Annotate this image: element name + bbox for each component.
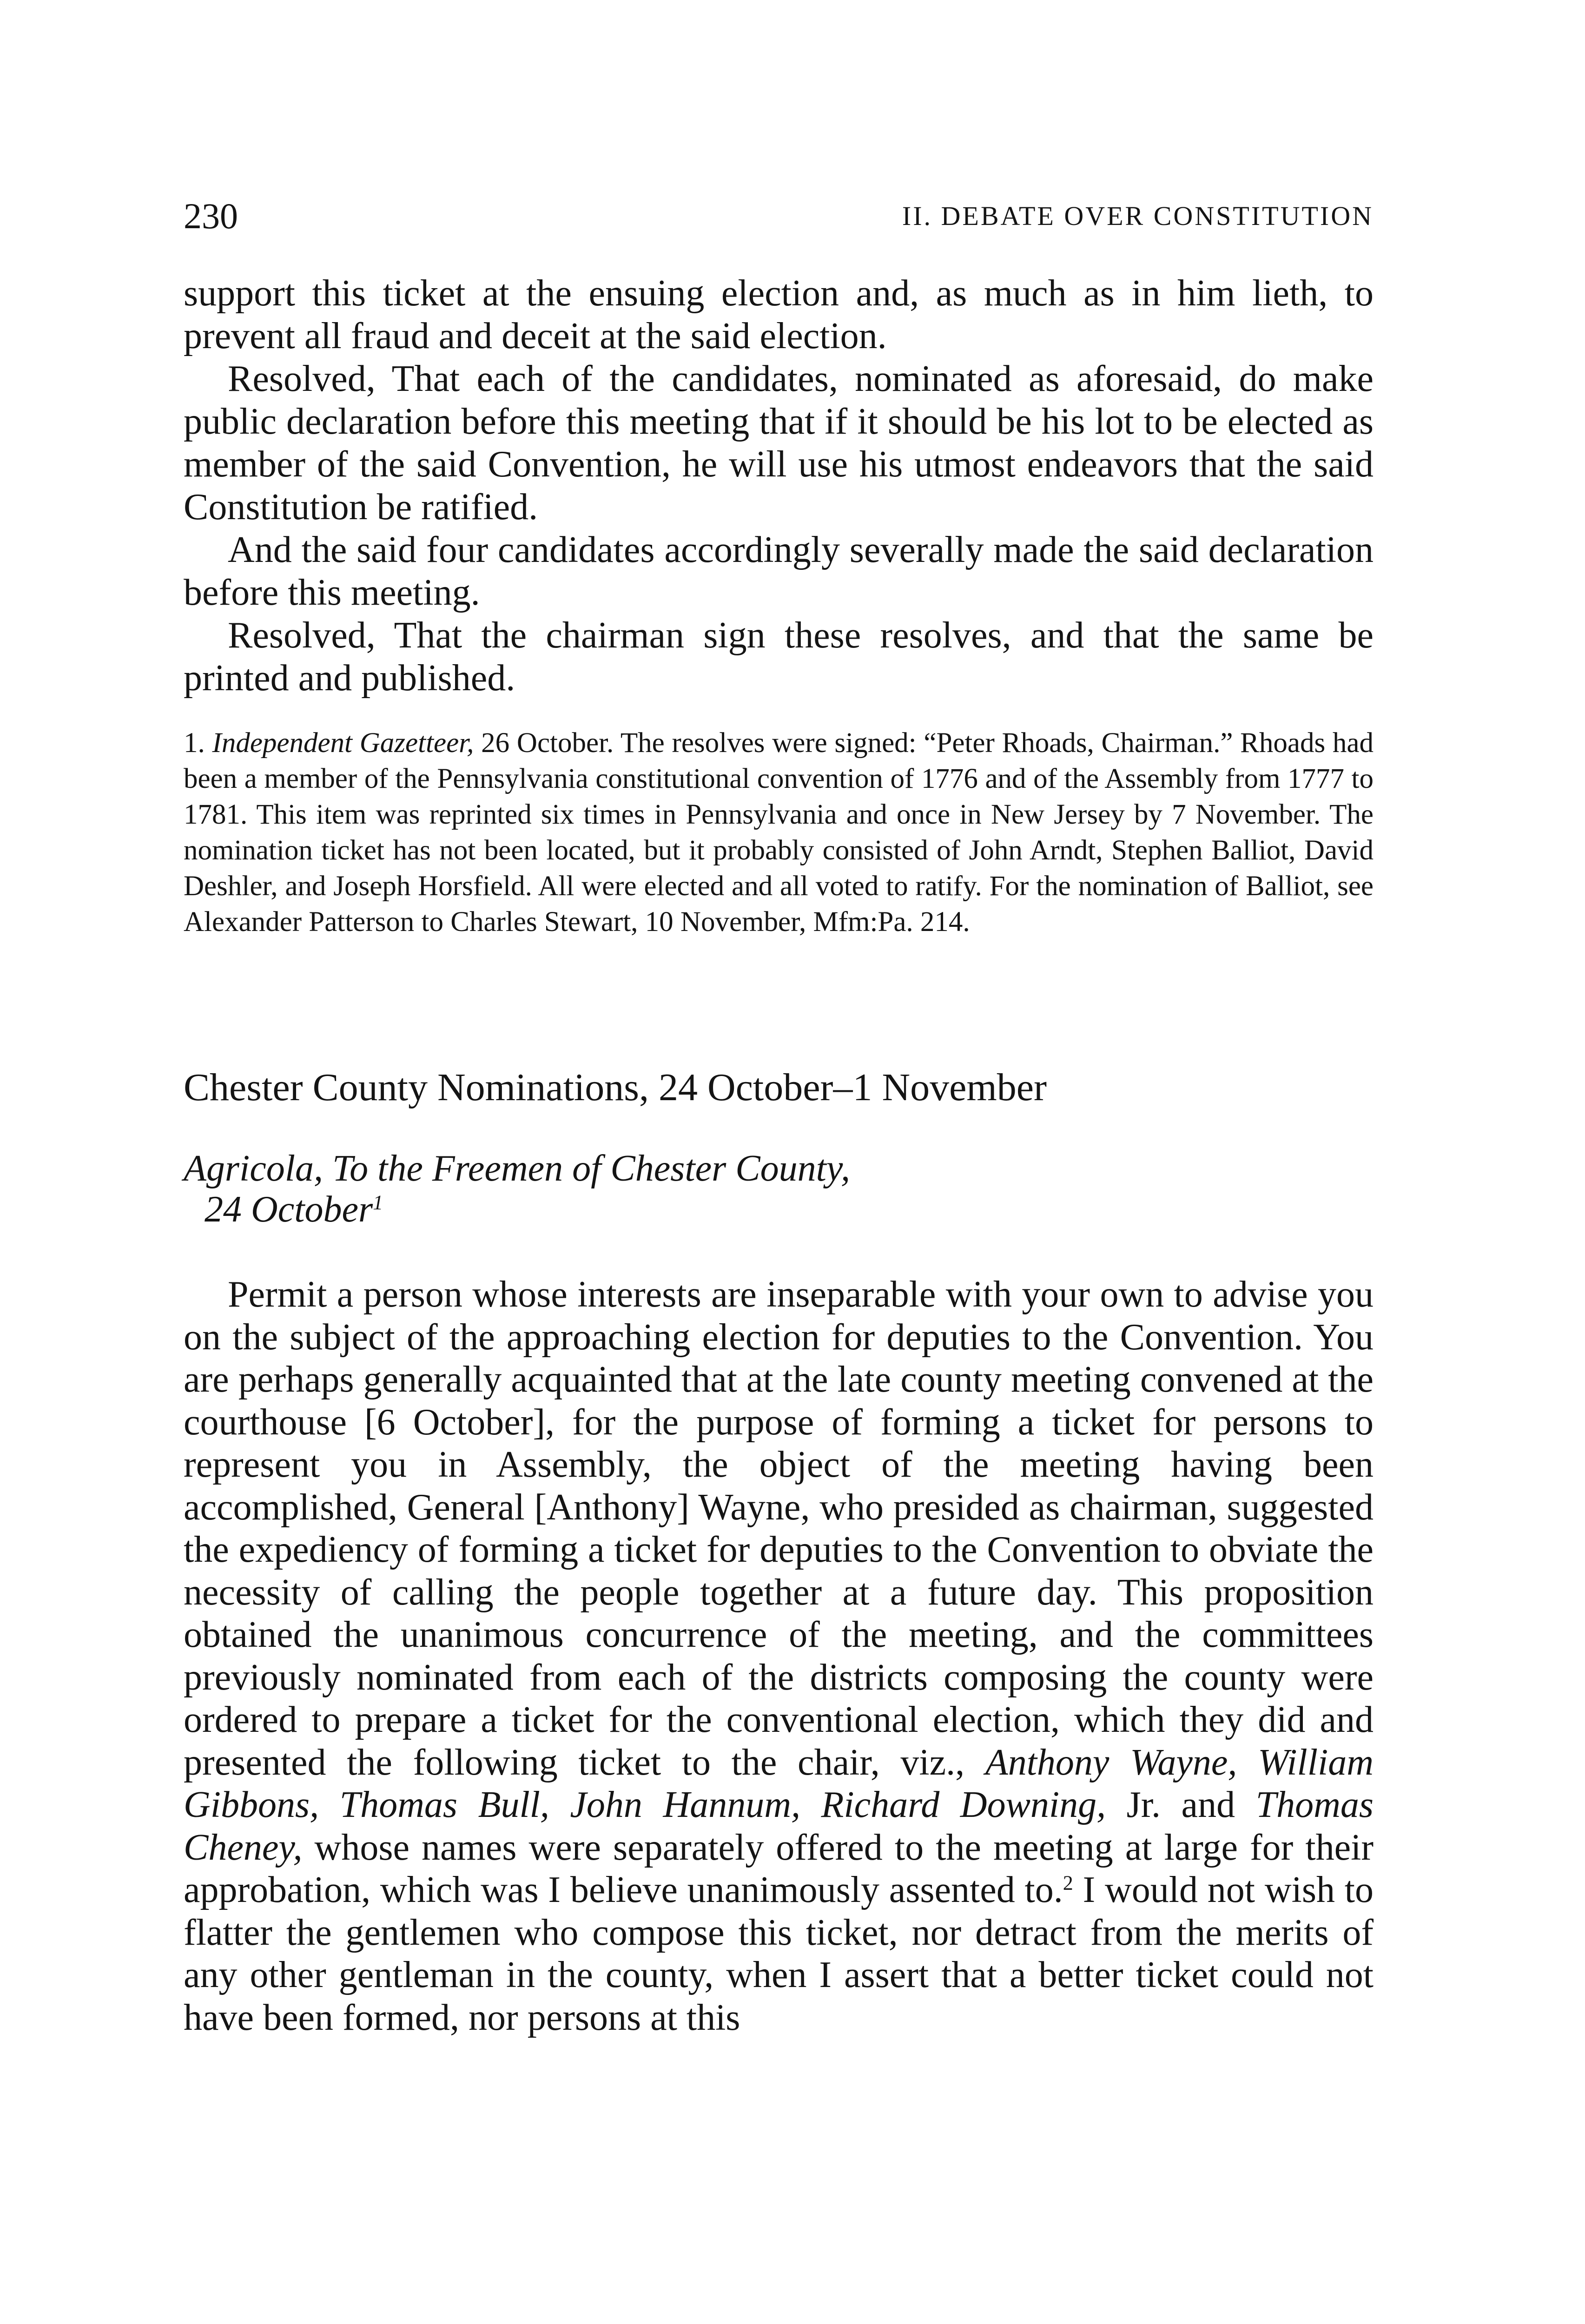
paragraph-continuation: support this ticket at the ensuing election and, as much as in him lieth, to prevent all fraud and deceit at the said election.: [184, 273, 1374, 357]
article-heading-date: 24 October: [205, 1189, 373, 1230]
footnote-number: 1.: [184, 727, 205, 759]
running-head: [184, 191, 1374, 242]
article-heading: [184, 1148, 1374, 1230]
section-heading: Chester County Nominations, 24 October–1 November: [184, 1066, 1047, 1109]
running-section-title: II. DEBATE OVER CONSTITUTION: [902, 201, 1374, 231]
footnote-source: Independent Gazetteer,: [212, 727, 474, 759]
article-text-1: Permit a person whose interests are inseparable with your own to advise you on the subject of the approaching election for deputies to the Convention. You are perhaps generally acquainted that at the late county meeting convened at the courthouse [6 October], for the purpose of forming a ticket for persons to represent you in Assembly, the object of the meeting having been accomplished, General [Anthony] Wayne, who presided as chairman, suggested the expediency of forming a ticket for deputies to the Convention to obviate the necessity of calling the people together at a future day. This proposition obtained the unanimous concurrence of the meeting, and the committees previously nominated from each of the districts composing the county were ordered to prepare a ticket for the conventional election, which they did and presented the following ticket to the chair, viz.,: [184, 1274, 1374, 1783]
footnote-text: 26 October. The resolves were signed: “Peter Rhoads, Chairman.” Rhoads had been a member of the Pennsylvania constitutional convention of 1776 and of the Assembly from 1777 to 1781. This item was reprinted six times in Pennsylvania and once in New Jersey by 7 November. The nomination ticket has not been located, but it probably consisted of John Arndt, Stephen Balliot, David Deshler, and Joseph Horsfield. All were elected and all voted to ratify. For the nomination of Balliot, see Alexander Patterson to Charles Stewart, 10 November, Mfm:Pa. 214.: [184, 727, 1374, 938]
ticket-name-cheney: Thomas Cheney,: [184, 1784, 1374, 1868]
article-heading-note-ref: 1: [373, 1191, 383, 1214]
article-note-ref: 2: [1063, 1871, 1073, 1895]
article-text-3: whose names were separately offered to the meeting at large for their approbation, which was I believe unanimously assented to.: [184, 1827, 1374, 1910]
ticket-names: Anthony Wayne, William Gibbons, Thomas Bull, John Hannum, Richard Downing,: [184, 1742, 1374, 1825]
footnotes: [184, 725, 1374, 940]
article-heading-line1: Agricola, To the Freemen of Chester County,: [184, 1148, 850, 1189]
article-text-2: Jr. and: [1106, 1784, 1256, 1825]
page-number: 230: [184, 196, 238, 236]
paragraph-candidates-declaration: And the said four candidates accordingly severally made the said declaration before this meeting.: [184, 529, 1374, 613]
paragraph-resolved-declaration: Resolved, That each of the candidates, nominated as aforesaid, do make public declaration before this meeting that if it should be his lot to be elected as member of the said Convention, he will use his utmost endeavors that the said Constitution be ratified.: [184, 358, 1374, 528]
article-body: [184, 1274, 1374, 2039]
resolutions-text: [184, 272, 1374, 700]
article-paragraph: [184, 1274, 1374, 2039]
paragraph-resolved-sign: Resolved, That the chairman sign these resolves, and that the same be printed and published.: [184, 615, 1374, 699]
footnote-1: [184, 725, 1374, 940]
article-text-4: I would not wish to flatter the gentlemen who compose this ticket, nor detract from the merits of any other gentleman in the county, when I assert that a better ticket could not have been formed, nor persons at this: [184, 1869, 1374, 2038]
